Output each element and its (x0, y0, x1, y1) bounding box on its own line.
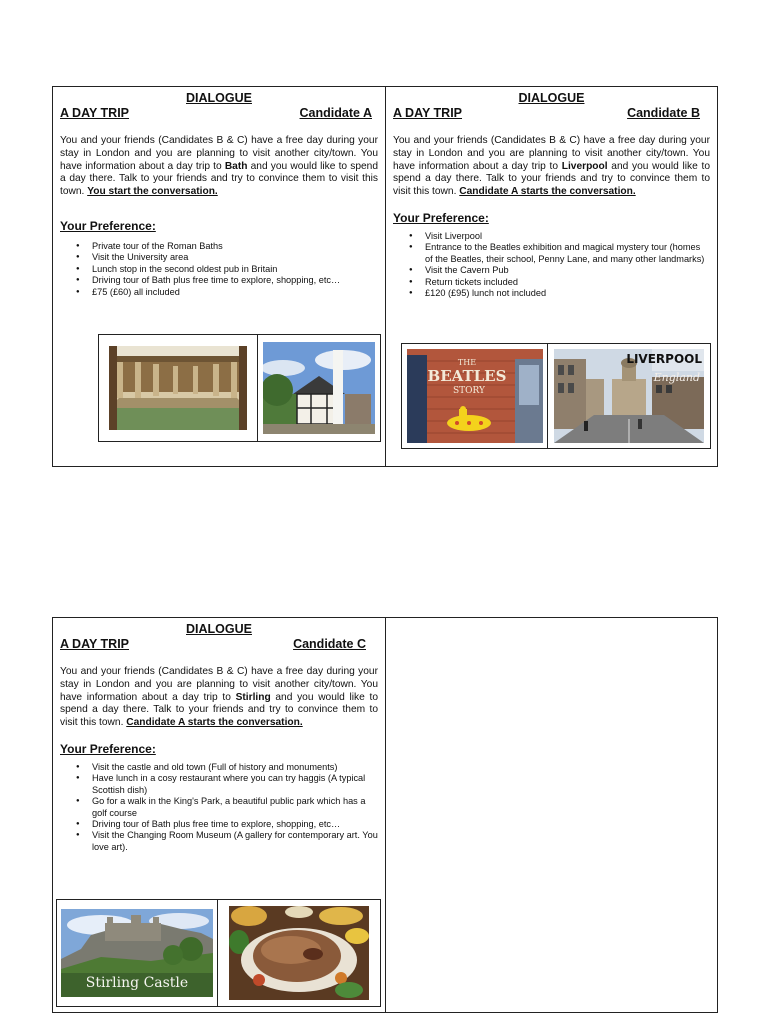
preference-item: ● Visit the castle and old town (Full of history and monuments) (76, 762, 378, 773)
candidate-label: Candidate A (299, 106, 372, 120)
intro-text-continued: and you would like to spend a day there. Talk to your friends and try to convince them to visit this town. (60, 160, 378, 198)
card-candidate-c (53, 618, 385, 1012)
conversation-instruction: You start the conversation. (87, 186, 218, 198)
england-sign: England (653, 371, 701, 384)
card-header (60, 637, 378, 652)
intro-text-continued: and you would like to spend a day there. Talk to your friends and try to convince them to visit this town. (393, 160, 710, 198)
empty-cell (385, 618, 717, 1012)
intro-text: You and your friends (Candidates B & C) have a free day during your stay in London and you are planning to visit another city/town. You have information about a day trip to (60, 666, 378, 703)
card-header (393, 106, 710, 121)
conversation-instruction: Candidate A starts the conversation. (459, 186, 636, 198)
intro-paragraph (60, 135, 378, 199)
bottom-card-table (52, 617, 718, 1013)
city-name: Liverpool (561, 160, 608, 172)
preference-item: ● £75 (£60) all included (76, 287, 378, 298)
stirling-castle-caption: Stirling Castle (85, 975, 189, 991)
beatles-story-photo (402, 344, 547, 448)
top-card-table (52, 86, 718, 467)
preference-item: ● Visit the Cavern Pub (409, 265, 710, 276)
dialogue-heading: DIALOGUE (518, 91, 585, 105)
preference-item: ● Lunch stop in the second oldest pub in Britain (76, 264, 378, 275)
trip-title: A DAY TRIP (60, 106, 130, 120)
preference-item: ● £120 (£95) lunch not included (409, 288, 710, 299)
beatles-story-sign: THE (457, 358, 476, 367)
card-header (60, 106, 378, 121)
preference-item: ● Visit Liverpool (409, 231, 710, 242)
intro-text-continued: and you would like to spend a day there. Talk to your friends and try to convince them to visit this town. (60, 691, 378, 729)
preference-item: ● Return tickets included (409, 277, 710, 288)
candidate-label: Candidate B (627, 106, 700, 120)
stirling-castle-photo (57, 900, 217, 1006)
old-pub-photo (257, 335, 380, 441)
preference-item: ● Go for a walk in the King's Park, a beautiful public park which has a golf course (76, 796, 378, 819)
intro-paragraph (393, 135, 710, 199)
preference-item: ● Private tour of the Roman Baths (76, 241, 378, 252)
preference-item: ● Driving tour of Bath plus free time to explore, shopping, etc… (76, 819, 378, 830)
beatles-story-sign: STORY (452, 386, 485, 396)
city-name: Bath (224, 160, 248, 172)
conversation-instruction: Candidate A starts the conversation. (126, 717, 303, 729)
preference-list (60, 241, 378, 298)
dialogue-heading: DIALOGUE (186, 622, 252, 636)
preference-list (393, 231, 710, 299)
dialogue-heading: DIALOGUE (186, 91, 252, 105)
preference-item: ● Entrance to the Beatles exhibition and magical mystery tour (homes of the Beatles, their school, Penny Lane, and many other landmarks) (409, 242, 710, 265)
preference-heading: Your Preference: (393, 210, 489, 225)
roman-baths-photo (99, 335, 257, 441)
trip-title: A DAY TRIP (393, 106, 463, 120)
photo-frame (98, 334, 381, 442)
intro-text: You and your friends (Candidates B & C) have a free day during your stay in London and you are planning to visit another city/town. You have information about a day trip to (393, 135, 710, 172)
preference-list (60, 762, 378, 853)
preference-item: ● Have lunch in a cosy restaurant where you can try haggis (A typical Scottish dish) (76, 773, 378, 796)
preference-heading: Your Preference: (60, 741, 156, 756)
haggis-dish-photo (217, 900, 380, 1006)
photo-frame (401, 343, 711, 449)
card-candidate-b (385, 87, 717, 466)
intro-text: You and your friends (Candidates B & C) have a free day during your stay in London and you are planning to visit another city/town. You have information about a day trip to (60, 135, 378, 172)
preference-item: ● Visit the University area (76, 252, 378, 263)
photo-frame (56, 899, 381, 1007)
beatles-story-sign: BEATLES (427, 367, 506, 385)
trip-title: A DAY TRIP (60, 637, 130, 651)
city-name: Stirling (235, 691, 271, 703)
liverpool-sign: LIVERPOOL (626, 352, 703, 366)
candidate-label: Candidate C (293, 637, 366, 651)
preference-item: ● Visit the Changing Room Museum (A gallery for contemporary art. You love art). (76, 830, 378, 853)
card-candidate-a (53, 87, 385, 466)
preference-heading: Your Preference: (60, 218, 156, 233)
intro-paragraph (60, 666, 378, 730)
preference-item: ● Driving tour of Bath plus free time to explore, shopping, etc… (76, 275, 378, 286)
liverpool-street-photo (547, 344, 710, 448)
